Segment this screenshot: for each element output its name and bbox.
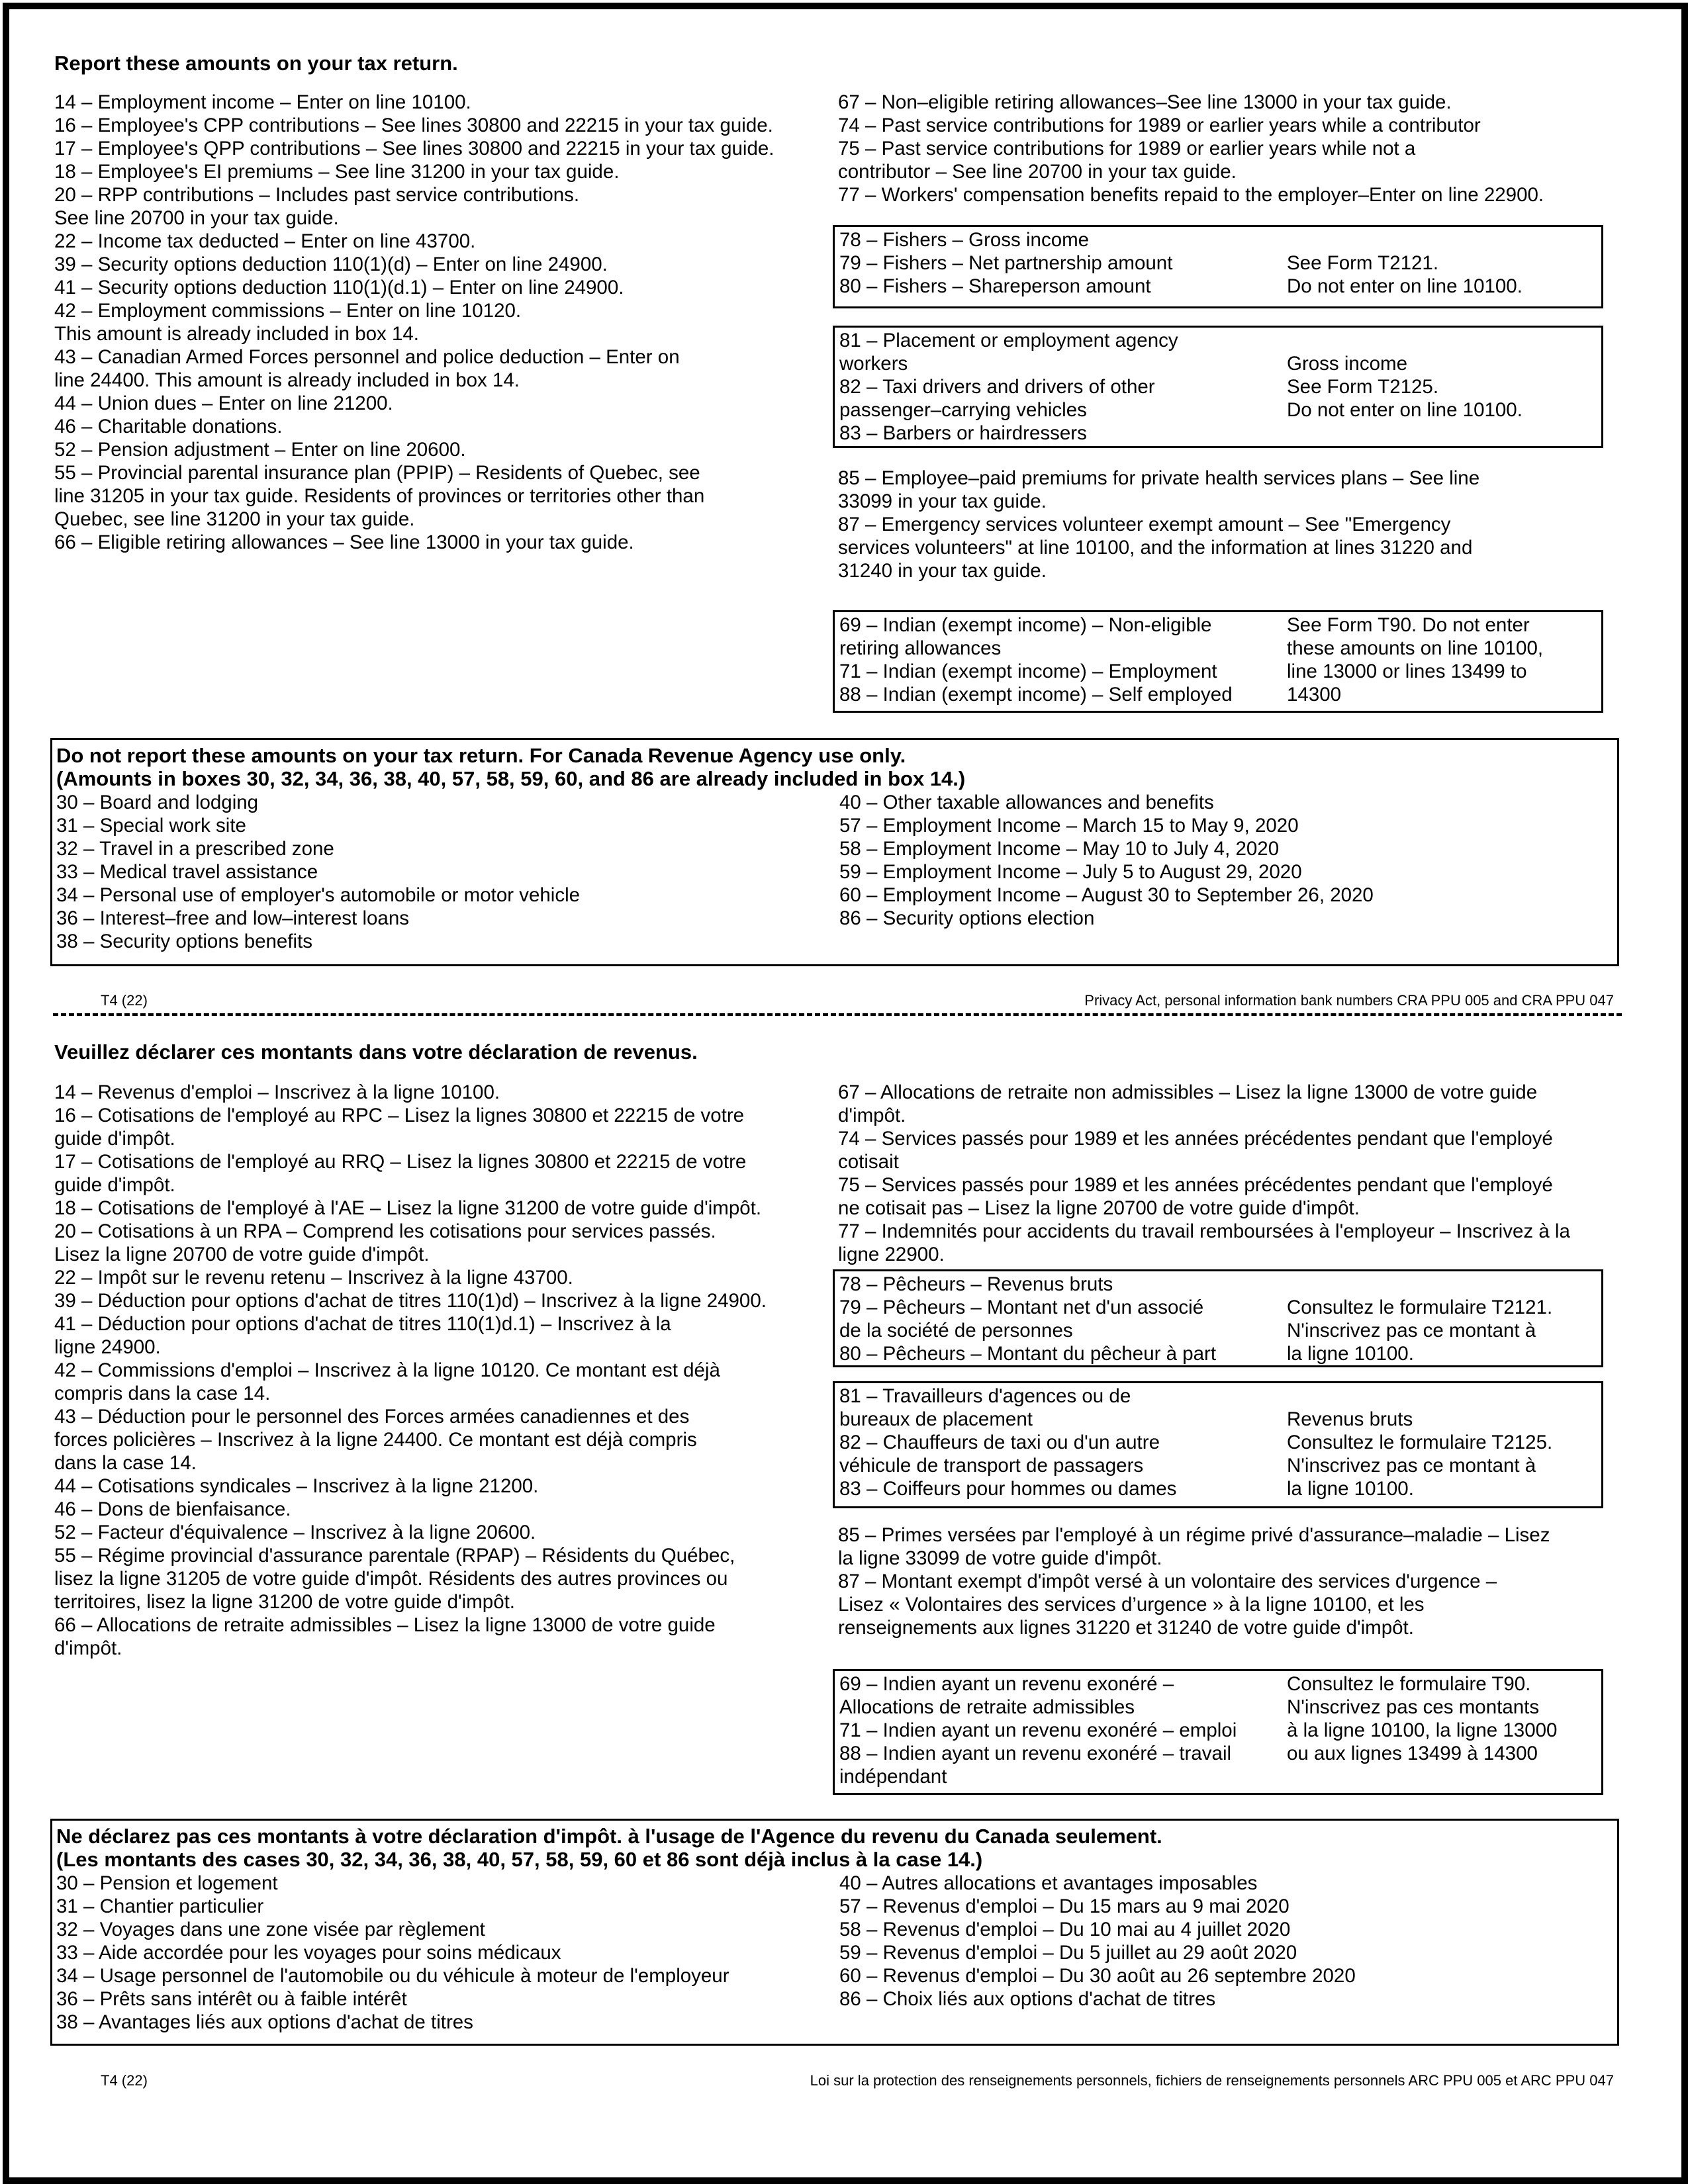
text-line: ligne 24900.	[54, 1336, 161, 1358]
text-line: 87 – Emergency services volunteer exempt amount – See "Emergency	[838, 514, 1451, 535]
text-line: 77 – Indemnités pour accidents du travail remboursées à l'employeur – Inscrivez à la	[838, 1220, 1570, 1242]
text-line: Gross income	[1287, 353, 1407, 375]
text-line: 81 – Travailleurs d'agences ou de	[839, 1385, 1131, 1407]
text-line: 38 – Avantages liés aux options d'achat de titres	[56, 2011, 473, 2033]
text-line: 57 – Employment Income – March 15 to May 9, 2020	[839, 815, 1299, 837]
text-line: 78 – Fishers – Gross income	[839, 229, 1090, 251]
english-footer-form-number: T4 (22)	[101, 992, 148, 1009]
text-line: 75 – Past service contributions for 1989 or earlier years while not a	[838, 138, 1416, 159]
text-line: Do not enter on line 10100.	[1287, 275, 1523, 297]
text-line: 55 – Provincial parental insurance plan (PPIP) – Residents of Quebec, see	[54, 462, 700, 484]
fishers-box-items	[839, 228, 1172, 298]
text-line: 67 – Non–eligible retiring allowances–See line 13000 in your tax guide.	[838, 91, 1452, 113]
cra-box-title-line1: Do not report these amounts on your tax return. For Canada Revenue Agency use only.	[56, 744, 906, 767]
text-line: 39 – Déduction pour options d'achat de titres 110(1)d) – Inscrivez à la ligne 24900.	[54, 1290, 767, 1312]
text-line: 81 – Placement or employment agency	[839, 330, 1178, 351]
french-heading: Veuillez déclarer ces montants dans votre déclaration de revenus.	[54, 1040, 698, 1064]
cra-box-title-line1: Ne déclarez pas ces montants à votre déclaration d'impôt. à l'usage de l'Agence du revenu du Canada seulement.	[56, 1825, 1162, 1848]
text-line: la ligne 10100.	[1287, 1478, 1414, 1500]
text-line: 34 – Usage personnel de l'automobile ou du véhicule à moteur de l'employeur	[56, 1965, 729, 1987]
text-line: 71 – Indian (exempt income) – Employment	[839, 660, 1217, 682]
text-line: 41 – Security options deduction 110(1)(d.1) – Enter on line 24900.	[54, 277, 624, 298]
text-line: line 13000 or lines 13499 to	[1287, 660, 1527, 682]
placement-box-note	[1287, 1408, 1552, 1500]
french-right-mid-lines	[838, 1524, 1550, 1639]
indian-box-items	[839, 614, 1233, 706]
text-line: 85 – Primes versées par l'employé à un régime privé d'assurance–maladie – Lisez	[838, 1524, 1550, 1546]
text-line: 83 – Coiffeurs pour hommes ou dames	[839, 1478, 1177, 1500]
text-line: services volunteers" at line 10100, and the information at lines 31220 and	[838, 537, 1473, 559]
text-line: See Form T2125.	[1287, 376, 1439, 398]
text-line: 74 – Past service contributions for 1989 or earlier years while a contributor	[838, 114, 1481, 136]
cra-box-title-line2: (Les montants des cases 30, 32, 34, 36, 38, 40, 57, 58, 59, 60 et 86 sont déjà inclus à la case 14.)	[56, 1848, 983, 1871]
text-line: d'impôt.	[54, 1637, 122, 1659]
text-line: 77 – Workers' compensation benefits repaid to the employer–Enter on line 22900.	[838, 184, 1544, 206]
text-line: 18 – Employee's EI premiums – See line 31200 in your tax guide.	[54, 161, 620, 183]
text-line: 46 – Charitable donations.	[54, 416, 283, 437]
text-line: passenger–carrying vehicles	[839, 399, 1087, 421]
text-line: Revenus bruts	[1287, 1408, 1413, 1430]
text-line: 66 – Allocations de retraite admissibles – Lisez la ligne 13000 de votre guide	[54, 1614, 716, 1636]
text-line: 33 – Medical travel assistance	[56, 861, 318, 883]
text-line: 79 – Pêcheurs – Montant net d'un associé	[839, 1297, 1204, 1318]
text-line: 60 – Employment Income – August 30 to September 26, 2020	[839, 884, 1374, 906]
text-line: 86 – Security options election	[839, 907, 1095, 929]
text-line: 31 – Special work site	[56, 815, 246, 837]
indian-box-note	[1287, 614, 1543, 706]
text-line: 33 – Aide accordée pour les voyages pour soins médicaux	[56, 1942, 561, 1964]
text-line: See Form T2121.	[1287, 252, 1439, 274]
text-line: 17 – Employee's QPP contributions – See lines 30800 and 22215 in your tax guide.	[54, 138, 774, 159]
text-line: N'inscrivez pas ces montants	[1287, 1696, 1540, 1718]
fishers-box-note	[1287, 1296, 1552, 1365]
text-line: Allocations de retraite admissibles	[839, 1696, 1135, 1718]
french-footer-privacy: Loi sur la protection des renseignements personnels, fichiers de renseignements personnels ARC PPU 005 et ARC PPU 047	[810, 2072, 1614, 2089]
text-line: 52 – Facteur d'équivalence – Inscrivez à la ligne 20600.	[54, 1522, 536, 1543]
french-right-top-lines	[838, 1081, 1570, 1266]
text-line: 22 – Income tax deducted – Enter on line 43700.	[54, 230, 476, 252]
text-line: renseignements aux lignes 31220 et 31240 de votre guide d'impôt.	[838, 1617, 1414, 1639]
text-line: 60 – Revenus d'emploi – Du 30 août au 26 septembre 2020	[839, 1965, 1356, 1987]
text-line: compris dans la case 14.	[54, 1383, 271, 1404]
french-cra-box	[50, 1819, 1619, 2046]
text-line: 36 – Interest–free and low–interest loans	[56, 907, 409, 929]
cra-box-left-items	[56, 791, 580, 953]
text-line: 42 – Employment commissions – Enter on line 10120.	[54, 300, 522, 322]
text-line: 82 – Chauffeurs de taxi ou d'un autre	[839, 1432, 1160, 1453]
placement-box-note	[1287, 352, 1523, 422]
indian-box-items	[839, 1672, 1237, 1788]
text-line: 31240 in your tax guide.	[838, 560, 1047, 582]
text-line: 44 – Union dues – Enter on line 21200.	[54, 392, 393, 414]
french-left-column	[54, 1081, 767, 1660]
text-line: 88 – Indien ayant un revenu exonéré – travail	[839, 1743, 1232, 1764]
text-line: 55 – Régime provincial d'assurance parentale (RPAP) – Résidents du Québec,	[54, 1545, 735, 1567]
text-line: 20 – RPP contributions – Includes past service contributions.	[54, 184, 580, 206]
text-line: 38 – Security options benefits	[56, 931, 313, 952]
text-line: territoires, lisez la ligne 31200 de votre guide d'impôt.	[54, 1591, 515, 1613]
text-line: This amount is already included in box 14.	[54, 323, 419, 345]
english-indian-box	[833, 610, 1603, 713]
text-line: 80 – Pêcheurs – Montant du pêcheur à part	[839, 1343, 1217, 1365]
text-line: 78 – Pêcheurs – Revenus bruts	[839, 1273, 1113, 1295]
text-line: ou aux lignes 13499 à 14300	[1287, 1743, 1538, 1764]
text-line: véhicule de transport de passagers	[839, 1455, 1144, 1477]
text-line: Lisez « Volontaires des services d’urgence » à la ligne 10100, et les	[838, 1594, 1425, 1615]
text-line: 59 – Employment Income – July 5 to August 29, 2020	[839, 861, 1302, 883]
text-line: forces policières – Inscrivez à la ligne 24400. Ce montant est déjà compris	[54, 1429, 697, 1451]
text-line: 79 – Fishers – Net partnership amount	[839, 252, 1173, 274]
text-line: 43 – Déduction pour le personnel des Forces armées canadiennes et des	[54, 1406, 690, 1428]
english-fishers-box	[833, 225, 1603, 308]
cra-box-title-line2: (Amounts in boxes 30, 32, 34, 36, 38, 40, 57, 58, 59, 60, and 86 are already included in box 14.)	[56, 767, 966, 790]
text-line: 69 – Indien ayant un revenu exonéré –	[839, 1673, 1174, 1695]
english-right-mid-lines	[838, 467, 1479, 582]
text-line: à la ligne 10100, la ligne 13000	[1287, 1719, 1558, 1741]
text-line: 71 – Indien ayant un revenu exonéré – emploi	[839, 1719, 1237, 1741]
text-line: guide d'impôt.	[54, 1128, 175, 1150]
text-line: Do not enter on line 10100.	[1287, 399, 1523, 421]
english-placement-box	[833, 326, 1603, 448]
text-line: 80 – Fishers – Shareperson amount	[839, 275, 1151, 297]
text-line: 16 – Employee's CPP contributions – See lines 30800 and 22215 in your tax guide.	[54, 114, 773, 136]
fishers-box-note	[1287, 251, 1523, 298]
text-line: 88 – Indian (exempt income) – Self employed	[839, 684, 1233, 705]
placement-box-items	[839, 329, 1178, 445]
text-line: Consultez le formulaire T2125.	[1287, 1432, 1553, 1453]
french-fishers-box	[833, 1269, 1603, 1367]
text-line: la ligne 10100.	[1287, 1343, 1414, 1365]
english-heading: Report these amounts on your tax return.	[54, 52, 458, 75]
text-line: 52 – Pension adjustment – Enter on line 20600.	[54, 439, 466, 461]
text-line: 30 – Pension et logement	[56, 1872, 278, 1894]
text-line: 67 – Allocations de retraite non admissibles – Lisez la ligne 13000 de votre guide	[838, 1081, 1538, 1103]
text-line: 43 – Canadian Armed Forces personnel and police deduction – Enter on	[54, 346, 680, 368]
text-line: ligne 22900.	[838, 1244, 945, 1265]
text-line: 85 – Employee–paid premiums for private health services plans – See line	[838, 467, 1480, 489]
text-line: Consultez le formulaire T2121.	[1287, 1297, 1553, 1318]
cra-box-right-items	[839, 791, 1374, 930]
text-line: 75 – Services passés pour 1989 et les années précédentes pendant que l'employé	[838, 1174, 1553, 1196]
text-line: indépendant	[839, 1766, 947, 1788]
text-line: 83 – Barbers or hairdressers	[839, 422, 1087, 444]
english-cra-box	[50, 738, 1619, 966]
text-line: N'inscrivez pas ce montant à	[1287, 1320, 1536, 1342]
text-line: 16 – Cotisations de l'employé au RPC – Lisez la lignes 30800 et 22215 de votre	[54, 1105, 745, 1126]
text-line: these amounts on line 10100,	[1287, 637, 1544, 659]
fishers-box-items	[839, 1273, 1216, 1365]
english-footer-privacy: Privacy Act, personal information bank numbers CRA PPU 005 and CRA PPU 047	[1084, 992, 1614, 1009]
text-line: 34 – Personal use of employer's automobile or motor vehicle	[56, 884, 581, 906]
text-line: 86 – Choix liés aux options d'achat de titres	[839, 1988, 1216, 2010]
text-line: See Form T90. Do not enter	[1287, 614, 1530, 636]
text-line: 14 – Employment income – Enter on line 10100.	[54, 91, 471, 113]
text-line: 69 – Indian (exempt income) – Non-eligible	[839, 614, 1212, 636]
text-line: 33099 in your tax guide.	[838, 490, 1047, 512]
text-line: 17 – Cotisations de l'employé au RRQ – Lisez la lignes 30800 et 22215 de votre	[54, 1151, 747, 1173]
text-line: 59 – Revenus d'emploi – Du 5 juillet au 29 août 2020	[839, 1942, 1297, 1964]
text-line: 46 – Dons de bienfaisance.	[54, 1498, 291, 1520]
text-line: 31 – Chantier particulier	[56, 1895, 264, 1917]
text-line: d'impôt.	[838, 1105, 906, 1126]
text-line: 36 – Prêts sans intérêt ou à faible intérêt	[56, 1988, 407, 2010]
text-line: dans la case 14.	[54, 1452, 197, 1474]
cra-box-left-items	[56, 1872, 729, 2034]
text-line: 66 – Eligible retiring allowances – See line 13000 in your tax guide.	[54, 531, 634, 553]
text-line: N'inscrivez pas ce montant à	[1287, 1455, 1536, 1477]
text-line: contributor – See line 20700 in your tax guide.	[838, 161, 1237, 183]
french-placement-box	[833, 1381, 1603, 1508]
text-line: Quebec, see line 31200 in your tax guide.	[54, 508, 415, 530]
text-line: 20 – Cotisations à un RPA – Comprend les cotisations pour services passés.	[54, 1220, 716, 1242]
text-line: 57 – Revenus d'emploi – Du 15 mars au 9 mai 2020	[839, 1895, 1289, 1917]
text-line: 41 – Déduction pour options d'achat de titres 110(1)d.1) – Inscrivez à la	[54, 1313, 671, 1335]
text-line: 40 – Other taxable allowances and benefits	[839, 792, 1214, 813]
text-line: guide d'impôt.	[54, 1174, 175, 1196]
text-line: 14300	[1287, 684, 1342, 705]
text-line: 42 – Commissions d'emploi – Inscrivez à la ligne 10120. Ce montant est déjà	[54, 1359, 720, 1381]
french-indian-box	[833, 1669, 1603, 1795]
text-line: 74 – Services passés pour 1989 et les années précédentes pendant que l'employé	[838, 1128, 1553, 1150]
text-line: de la société de personnes	[839, 1320, 1073, 1342]
text-line: 58 – Employment Income – May 10 to July 4, 2020	[839, 838, 1280, 860]
text-line: 58 – Revenus d'emploi – Du 10 mai au 4 juillet 2020	[839, 1919, 1291, 1940]
text-line: cotisait	[838, 1151, 899, 1173]
english-right-top-lines	[838, 91, 1544, 206]
placement-box-items	[839, 1385, 1176, 1500]
text-line: 22 – Impôt sur le revenu retenu – Inscrivez à la ligne 43700.	[54, 1267, 573, 1289]
text-line: line 24400. This amount is already included in box 14.	[54, 369, 520, 391]
text-line: 82 – Taxi drivers and drivers of other	[839, 376, 1155, 398]
text-line: 32 – Travel in a prescribed zone	[56, 838, 334, 860]
text-line: line 31205 in your tax guide. Residents of provinces or territories other than	[54, 485, 705, 507]
text-line: 40 – Autres allocations et avantages imposables	[839, 1872, 1258, 1894]
text-line: 44 – Cotisations syndicales – Inscrivez à la ligne 21200.	[54, 1475, 539, 1497]
french-footer-form-number: T4 (22)	[101, 2072, 148, 2089]
english-left-column	[54, 91, 774, 554]
text-line: 30 – Board and lodging	[56, 792, 259, 813]
text-line: lisez la ligne 31205 de votre guide d'impôt. Résidents des autres provinces ou	[54, 1568, 728, 1590]
text-line: See line 20700 in your tax guide.	[54, 207, 339, 229]
text-line: Lisez la ligne 20700 de votre guide d'impôt.	[54, 1244, 430, 1265]
text-line: 87 – Montant exempt d'impôt versé à un volontaire des services d'urgence –	[838, 1570, 1497, 1592]
text-line: 32 – Voyages dans une zone visée par règlement	[56, 1919, 485, 1940]
text-line: bureaux de placement	[839, 1408, 1033, 1430]
text-line: ne cotisait pas – Lisez la ligne 20700 de votre guide d'impôt.	[838, 1197, 1360, 1219]
text-line: la ligne 33099 de votre guide d'impôt.	[838, 1547, 1162, 1569]
text-line: retiring allowances	[839, 637, 1002, 659]
text-line: 14 – Revenus d'emploi – Inscrivez à la ligne 10100.	[54, 1081, 500, 1103]
text-line: Consultez le formulaire T90.	[1287, 1673, 1531, 1695]
text-line: 39 – Security options deduction 110(1)(d) – Enter on line 24900.	[54, 253, 608, 275]
cra-box-right-items	[839, 1872, 1356, 2011]
indian-box-note	[1287, 1672, 1557, 1765]
text-line: workers	[839, 353, 908, 375]
perforation-line	[53, 1013, 1622, 1016]
text-line: 18 – Cotisations de l'employé à l'AE – Lisez la ligne 31200 de votre guide d'impôt.	[54, 1197, 762, 1219]
